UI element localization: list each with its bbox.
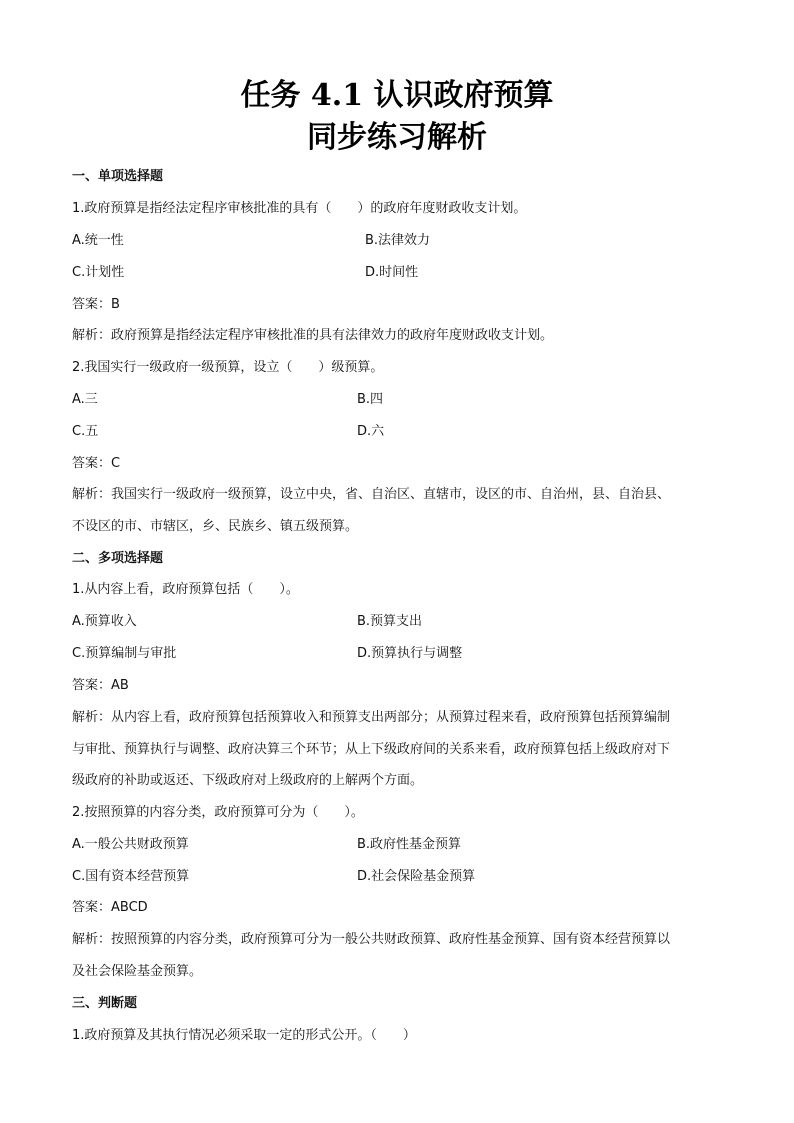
- question-2-analysis-line-2: 不设区的市、市辖区，乡、民族乡、镇五级预算。: [72, 519, 359, 534]
- question-1-answer: 答案：B: [72, 297, 120, 312]
- question-3-answer: 答案：AB: [72, 678, 129, 693]
- question-1-option-c: C.计划性: [72, 265, 125, 280]
- question-3-option-c: C.预算编制与审批: [72, 646, 177, 661]
- question-2-option-a: A.三: [72, 392, 98, 407]
- question-2-option-c: C.五: [72, 424, 99, 439]
- question-4-answer: 答案：ABCD: [72, 900, 148, 915]
- question-3-option-a: A.预算收入: [72, 614, 137, 629]
- question-3-analysis-line-2: 与审批、预算执行与调整、政府决算三个环节；从上下级政府间的关系来看，政府预算包括上级政府对下: [72, 742, 671, 757]
- question-1-option-a: A.统一性: [72, 233, 124, 248]
- question-4-option-a: A.一般公共财政预算: [72, 837, 189, 852]
- question-1-stem: 1.政府预算是指经法定程序审核批准的具有（ ）的政府年度财政收支计划。: [72, 201, 527, 216]
- section-heading-true-false: 三、判断题: [72, 996, 138, 1011]
- question-3-analysis-line-3: 级政府的补助或返还、下级政府对上级政府的上解两个方面。: [72, 773, 424, 788]
- question-2-answer: 答案：C: [72, 456, 121, 471]
- question-4-option-c: C.国有资本经营预算: [72, 869, 190, 884]
- question-4-stem: 2.按照预算的内容分类，政府预算可分为（ ）。: [72, 805, 364, 820]
- title-line-1: 任务 4.1 认识政府预算: [240, 78, 554, 113]
- question-3-stem: 1.从内容上看，政府预算包括（ ）。: [72, 582, 299, 597]
- question-1-option-b: B.法律效力: [365, 233, 431, 248]
- question-1-option-d: D.时间性: [365, 265, 419, 280]
- question-5-stem: 1.政府预算及其执行情况必须采取一定的形式公开。（ ）: [72, 1028, 416, 1043]
- question-2-option-d: D.六: [357, 424, 385, 439]
- question-2-option-b: B.四: [357, 392, 384, 407]
- question-4-analysis-line-1: 解析：按照预算的内容分类，政府预算可分为一般公共财政预算、政府性基金预算、国有资本经营预算以: [72, 932, 671, 947]
- question-4-option-b: B.政府性基金预算: [357, 837, 462, 852]
- question-1-analysis: 解析：政府预算是指经法定程序审核批准的具有法律效力的政府年度财政收支计划。: [72, 328, 554, 343]
- title-line-2: 同步练习解析: [307, 120, 487, 155]
- question-2-analysis-line-1: 解析：我国实行一级政府一级预算，设立中央，省、自治区、直辖市，设区的市、自治州，县、自治县、: [72, 487, 671, 502]
- section-heading-single-choice: 一、单项选择题: [72, 169, 164, 184]
- question-3-option-b: B.预算支出: [357, 614, 423, 629]
- section-heading-multiple-choice: 二、多项选择题: [72, 551, 164, 566]
- question-3-option-d: D.预算执行与调整: [357, 646, 463, 661]
- question-4-analysis-line-2: 及社会保险基金预算。: [72, 964, 203, 979]
- question-3-analysis-line-1: 解析：从内容上看，政府预算包括预算收入和预算支出两部分；从预算过程来看，政府预算包括预算编制: [72, 710, 671, 725]
- question-4-option-d: D.社会保险基金预算: [357, 869, 476, 884]
- question-2-stem: 2.我国实行一级政府一级预算，设立（ ）级预算。: [72, 360, 384, 375]
